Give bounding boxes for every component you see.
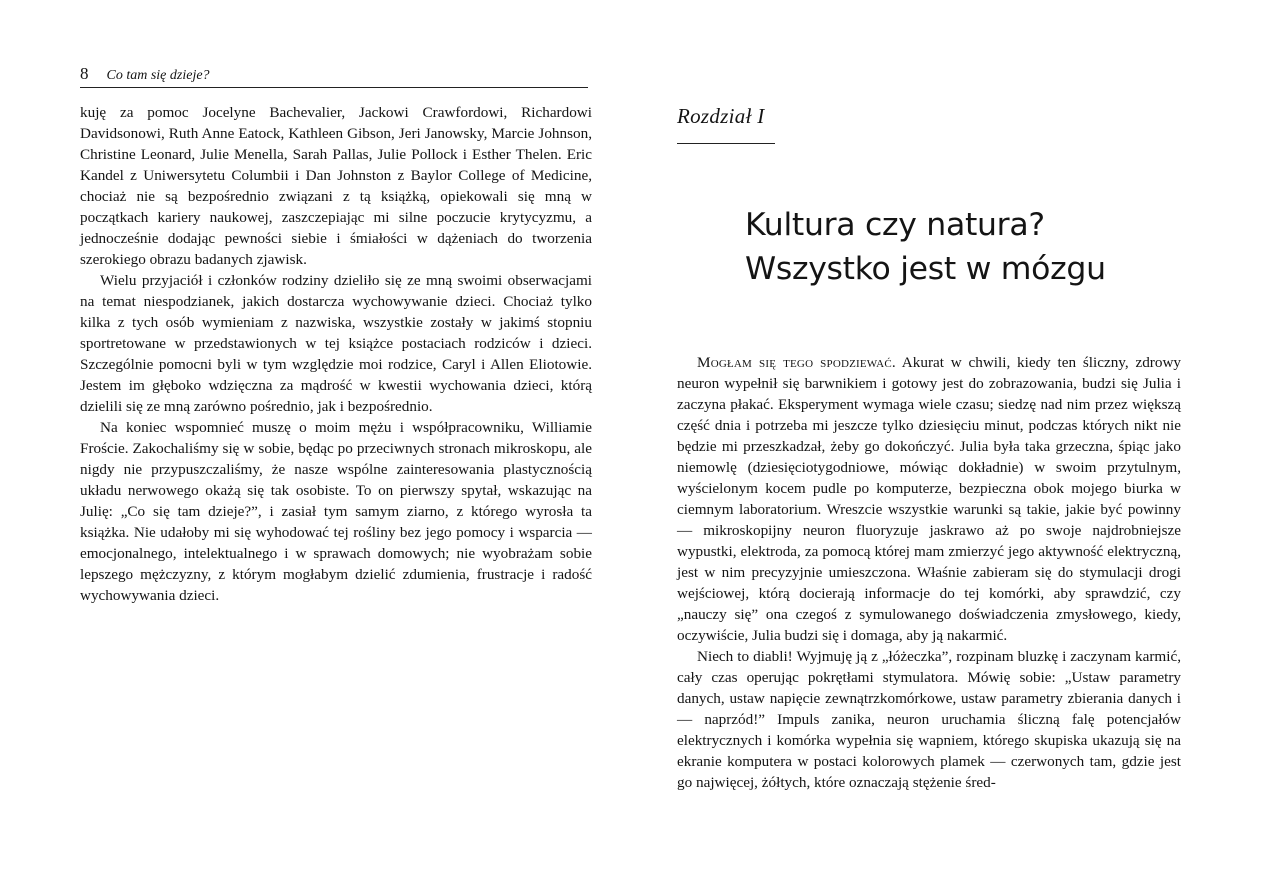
chapter-label: Rozdział I [677, 104, 765, 128]
opening-smallcaps: Mogłam się tego spodziewać. [697, 354, 896, 371]
chapter-title [745, 203, 1185, 291]
right-body-text [677, 352, 1181, 793]
chapter-title-line: Wszystko jest w mózgu [745, 251, 1106, 288]
paragraph: kuję za pomoc Jocelyne Bachevalier, Jackowi Crawfordowi, Richardowi Davidsonowi, Ruth Anne Eatock, Kathleen Gibson, Jeri Janowsky, Marcie Johnson, Christine Leonard, Julie Menella, Sarah Pallas, Julie Pollock i Esther Thelen. Eric Kandel z Uniwersytetu Columbii i Dan Johnston z Baylor College of Medicine, chociaż nie są bezpośrednio związani z tą książką, opiekowali się mną w początkach kariery naukowej, zaszczepiając mi silne poczucie krytycyzmu, a jednocześnie dodając pewności siebie i śmiałości w dążeniach do tworzenia szerokiego obrazu badanych zjawisk. [80, 104, 592, 268]
paragraph [677, 352, 1181, 646]
chapter-rule [677, 143, 775, 144]
paragraph: Na koniec wspomnieć muszę o moim mężu i współpracowniku, Williamie Froście. Zakochaliśmy się w sobie, będąc po przeciwnych stronach mikroskopu, ale nigdy nie przypuszczaliśmy, że nasze wspólne zainteresowania plastycznością układu nerwowego okażą się tak osobiste. To on pierwszy spytał, wskazując na Julię: „Co się tam dzieje?”, i zasiał tym samym ziarno, z którego wyrosła ta książka. Nie udałoby mi się wyhodować tej rośliny bez jego pomocy i wsparcia — emocjonalnego, intelektualnego i w sprawach domowych; nie wyobrażam sobie lepszego mężczyzny, z którym mogłabym dzielić zdumienia, frustracje i radość wychowywania dzieci. [80, 419, 592, 604]
paragraph: Niech to diabli! Wyjmuję ją z „łóżeczka”, rozpinam bluzkę i zaczynam karmić, cały czas operując pokrętłami stymulatora. Mówię sobie: „Ustaw parametry danych, ustaw napięcie zewnątrzkomórkowe, ustaw parametry zbierania danych i — naprzód!” Impuls zanika, neuron uruchamia śliczną falę potencjałów elektrycznych i komórka wypełnia się wapniem, którego skupiska ukazują się na ekranie komputera w postaci kolorowych plamek — czerwonych tam, gdzie jest go najwięcej, żółtych, które oznaczają stężenie śred- [677, 648, 1181, 791]
chapter-title-line: Kultura czy natura? [745, 207, 1045, 244]
running-head [80, 64, 588, 88]
left-page [80, 64, 592, 606]
page-number: 8 [80, 64, 89, 83]
paragraph: Wielu przyjaciół i członków rodziny dzieliło się ze mną swoimi obserwacjami na temat niespodzianek, jakich dostarcza wychowywanie dzieci. Chociaż tylko kilka z tych osób wymieniam z nazwiska, wszystkie zostały w jakimś stopniu sportretowane w przedstawionych w tej książce postaciach rodziców i dzieci. Szczególnie pomocni byli w tym względzie moi rodzice, Caryl i Allen Eliotowie. Jestem im głęboko wdzięczna za mądrość w kwestii wychowania dzieci, którą dzielili się ze mną zarówno pośrednio, jak i bezpośrednio. [80, 272, 592, 415]
paragraph-text: Akurat w chwili, kiedy ten śliczny, zdrowy neuron wypełnił się barwnikiem i gotowy jest do zobrazowania, budzi się Julia i zaczyna płakać. Eksperyment wymaga wiele czasu; siedzę nad nim przez większą część dnia i potrzeba mi jeszcze tylko dziesięciu minut, podczas których nikt nie będzie mi przeszkadzał, żeby go dokończyć. Julia była taka grzeczna, śpiąc jako niemowlę (dziesięciotygodniowe, mówiąc dokładnie) w swoim przytulnym, wyścielonym kocem pudle po komputerze, bezpieczna obok mojego biurka w ciemnym laboratorium. Wreszcie wszystkie warunki są takie, jakie być powinny — mikroskopijny neuron fluoryzuje jaskrawo aż po swoje najdrobniejsze wypustki, elektroda, za pomocą której mam zmierzyć jego aktywność elektryczną, jest w nim precyzyjnie umieszczona. Właśnie zabieram się do stymulacji drogi wejściowej, którą docierają informacje do tej komórki, aby sprawdzić, czy „nauczy się” ona czegoś z symulowanego doświadczenia zmysłowego, kiedy, oczywiście, Julia budzi się i domaga, aby ją nakarmić. [677, 354, 1182, 644]
running-title: Co tam się dzieje? [106, 68, 210, 83]
right-page [677, 104, 1182, 791]
left-body-text [80, 102, 592, 606]
